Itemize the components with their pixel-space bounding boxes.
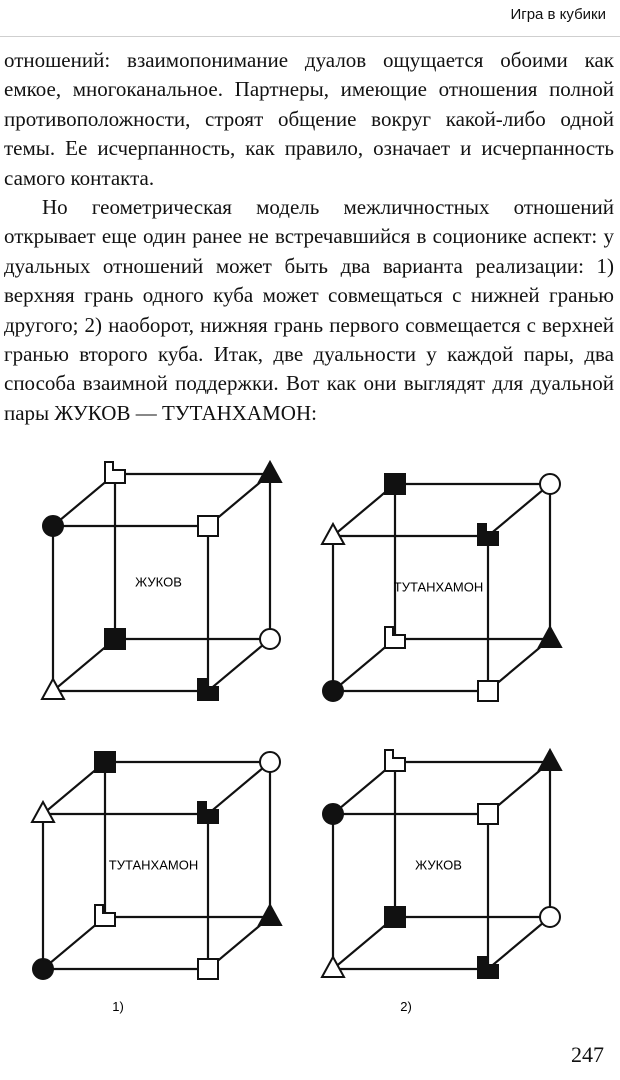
filled-corner-marker — [478, 524, 498, 545]
open-triangle-marker — [32, 802, 54, 822]
cube-edge — [488, 917, 550, 969]
cube-label: ЖУКОВ — [415, 857, 462, 873]
open-square-marker — [478, 804, 498, 824]
header-rule — [0, 36, 620, 37]
open-circle-marker — [540, 907, 560, 927]
filled-circle-marker — [33, 959, 53, 979]
paragraph-continued: отношений: взаимопонимание дуалов ощущается обоими как емкое, многоканальное. Партнеры, имеющие отношения полной противоположности, строят общение вокруг какой-либо одной темы. Ее исчерпанность, как правило, означает и исчерпанность самого контакта. — [4, 48, 614, 190]
filled-square-marker — [385, 474, 405, 494]
open-square-marker — [198, 959, 218, 979]
cube-edge — [208, 639, 270, 691]
open-triangle-marker — [42, 679, 64, 699]
open-corner-marker — [105, 462, 125, 483]
filled-circle-marker — [323, 681, 343, 701]
page-number: 247 — [571, 1042, 604, 1067]
open-triangle-marker — [322, 524, 344, 544]
body-text — [4, 46, 614, 428]
open-circle-marker — [540, 474, 560, 494]
open-square-marker — [198, 516, 218, 536]
filled-triangle-marker — [259, 462, 281, 482]
cube-edge — [208, 762, 270, 814]
cube-zhukov-top — [42, 462, 281, 700]
filled-triangle-marker — [539, 627, 561, 647]
open-square-marker — [478, 681, 498, 701]
cube-label: ЖУКОВ — [135, 574, 182, 590]
cube-zhukov-bottom — [322, 750, 561, 978]
running-title: Игра в кубики — [510, 6, 606, 23]
open-circle-marker — [260, 752, 280, 772]
cube-tutankhamon-top — [322, 474, 561, 701]
filled-triangle-marker — [259, 905, 281, 925]
open-triangle-marker — [322, 957, 344, 977]
caption-variant-2: 2) — [400, 999, 412, 1014]
filled-square-marker — [105, 629, 125, 649]
cube-label: ТУТАНХАМОН — [393, 579, 484, 595]
open-corner-marker — [385, 750, 405, 771]
filled-corner-marker — [198, 802, 218, 823]
filled-square-marker — [385, 907, 405, 927]
open-circle-marker — [260, 629, 280, 649]
cube-label: ТУТАНХАМОН — [108, 857, 199, 873]
filled-triangle-marker — [539, 750, 561, 770]
filled-circle-marker — [323, 804, 343, 824]
cube-edge — [488, 484, 550, 536]
filled-square-marker — [95, 752, 115, 772]
paragraph-dual-relations: Но геометрическая модель межличностных отношений открывает еще один ранее не встречавшийся в соционике аспект: у дуальных отношений может быть два варианта реализации: 1) верхняя грань одного куба может совмещаться с нижней гранью другого; 2) наоборот, нижняя грань первого совмещается с верхней гранью второго куба. Итак, две дуальности у каждой пары, два способа взаимной поддержки. Вот как они выглядят для дуальной пары ЖУКОВ — ТУТАНХАМОН: — [4, 195, 614, 425]
caption-variant-1: 1) — [112, 999, 124, 1014]
cube-diagram — [0, 440, 620, 1040]
cube-tutankhamon-bottom — [32, 752, 281, 979]
filled-circle-marker — [43, 516, 63, 536]
